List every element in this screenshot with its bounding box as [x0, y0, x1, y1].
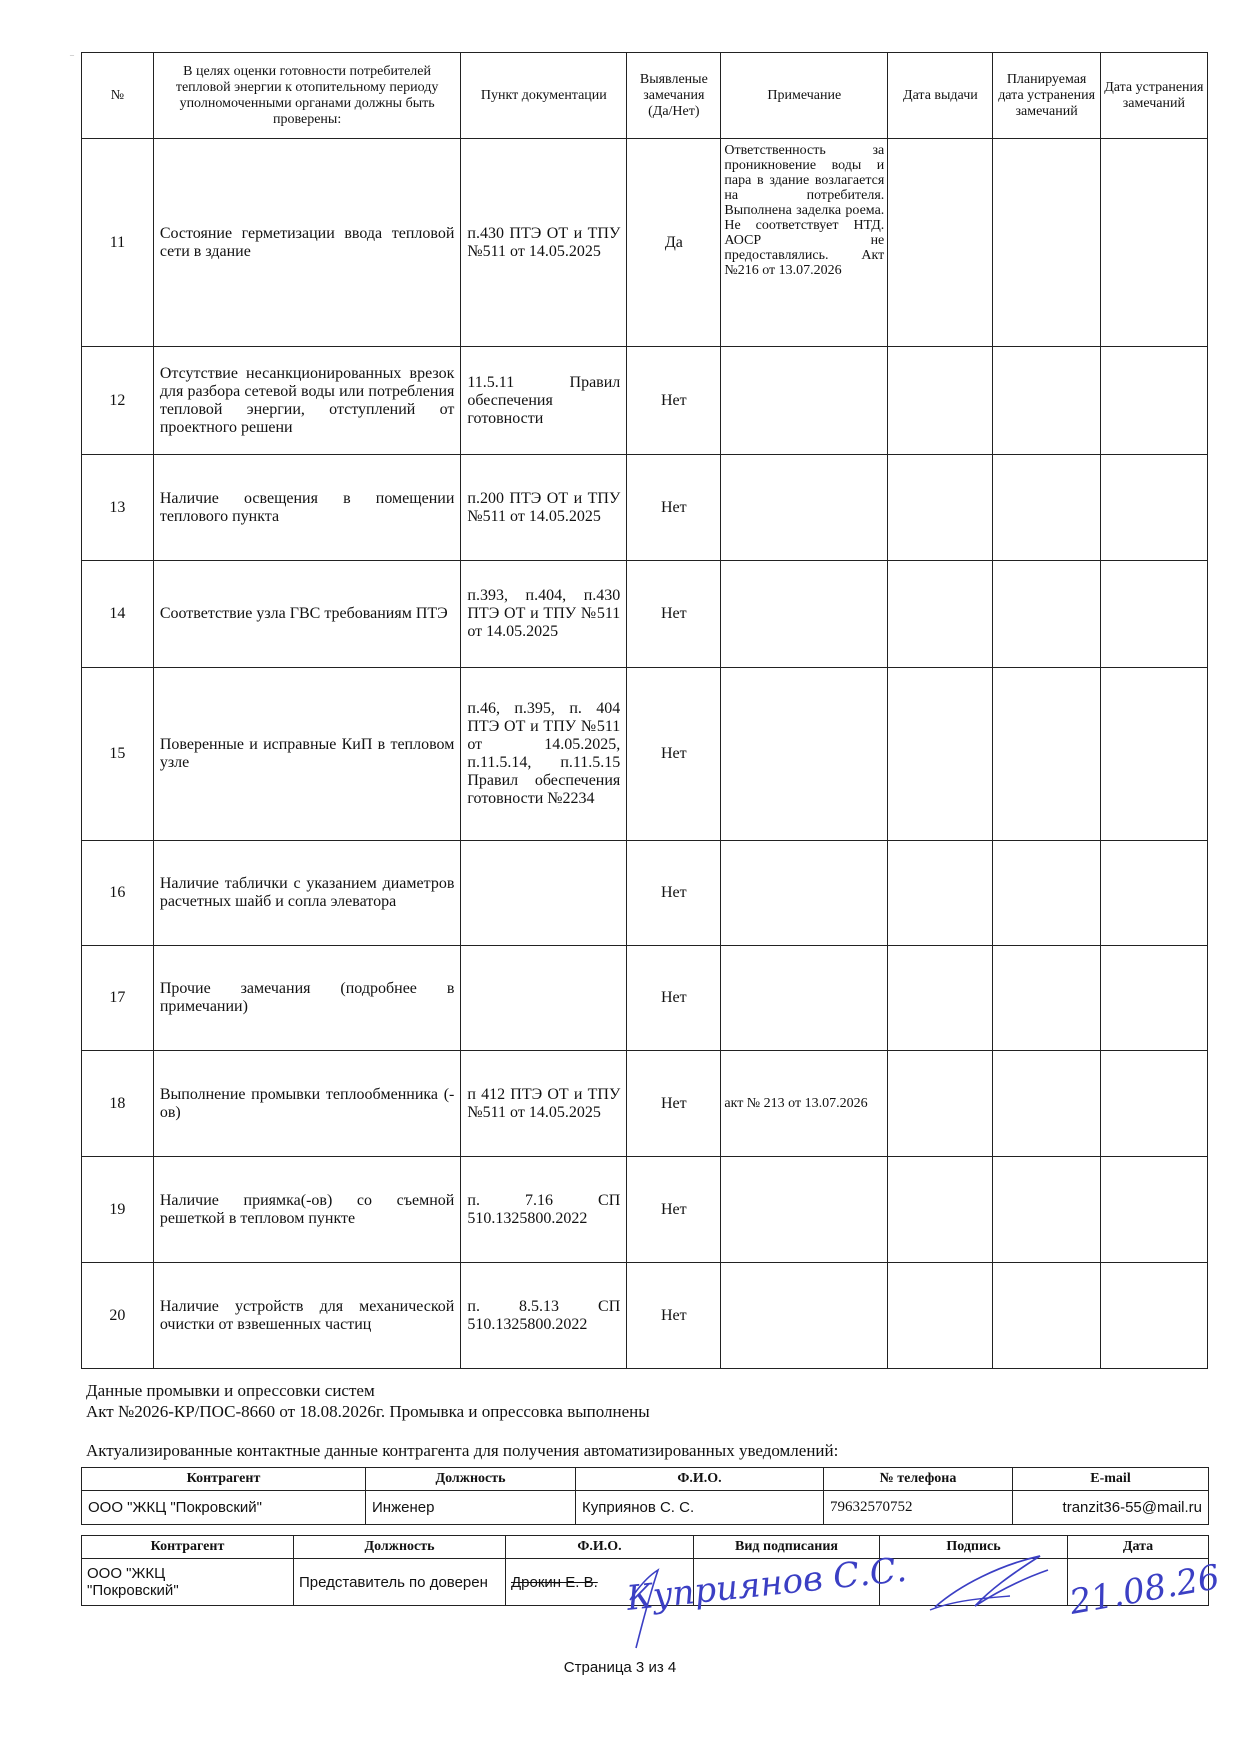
row-found: Нет [627, 668, 721, 841]
header-fixed-date: Дата устранения замечаний [1100, 53, 1207, 139]
row-number: 17 [82, 946, 154, 1051]
signing-header-position: Должность [294, 1536, 506, 1559]
contacts-fio: Куприянов С. С. [576, 1491, 824, 1525]
row-fixed-date [1100, 946, 1207, 1051]
contacts-row [82, 1491, 1209, 1525]
row-doc: п. 7.16 СП 510.1325800.2022 [461, 1157, 627, 1263]
signing-header-fio: Ф.И.О. [506, 1536, 694, 1559]
row-planned-date [993, 561, 1100, 668]
signing-row [82, 1559, 1209, 1606]
contacts-header-position: Должность [366, 1468, 576, 1491]
signing-header-signature: Подпись [880, 1536, 1068, 1559]
contacts-table [81, 1467, 1209, 1525]
signing-table [81, 1535, 1209, 1606]
row-planned-date [993, 1157, 1100, 1263]
row-issue-date [888, 561, 993, 668]
signing-date [1068, 1559, 1209, 1606]
row-found: Нет [627, 347, 721, 455]
signing-position: Представитель по доверен [294, 1559, 506, 1606]
row-found: Нет [627, 1263, 721, 1369]
row-note [721, 668, 888, 841]
table-row [82, 139, 1208, 347]
table-row [82, 561, 1208, 668]
contacts-header-row [82, 1468, 1209, 1491]
page-number: Страница 3 из 4 [563, 1659, 677, 1676]
table-row [82, 1263, 1208, 1369]
contacts-phone: 79632570752 [824, 1491, 1013, 1525]
row-doc: 11.5.11 Правил обеспечения готовности [461, 347, 627, 455]
row-requirement: Выполнение промывки теплообменника (-ов) [153, 1051, 461, 1157]
row-number: 13 [82, 455, 154, 561]
table-row [82, 1157, 1208, 1263]
row-doc: п. 8.5.13 СП 510.1325800.2022 [461, 1263, 627, 1369]
row-issue-date [888, 1157, 993, 1263]
flush-heading: Данные промывки и опрессовки систем [86, 1381, 375, 1400]
row-issue-date [888, 1263, 993, 1369]
row-doc: п.46, п.395, п. 404 ПТЭ ОТ и ТПУ №511 от 14.05.2025, п.11.5.14, п.11.5.15 Правил обеспечения готовности №2234 [461, 668, 627, 841]
row-requirement: Наличие таблички с указанием диаметров расчетных шайб и сопла элеватора [153, 841, 461, 946]
row-requirement: Наличие приямка(-ов) со съемной решеткой в тепловом пункте [153, 1157, 461, 1263]
row-note [721, 455, 888, 561]
row-issue-date [888, 347, 993, 455]
row-planned-date [993, 668, 1100, 841]
header-planned-date: Планируемая дата устранения замечаний [993, 53, 1100, 139]
row-planned-date [993, 139, 1100, 347]
scan-mark: – [70, 50, 74, 59]
row-doc: п.430 ПТЭ ОТ и ТПУ №511 от 14.05.2025 [461, 139, 627, 347]
header-note: Примечание [721, 53, 888, 139]
row-fixed-date [1100, 139, 1207, 347]
table-row [82, 347, 1208, 455]
signing-header-date: Дата [1068, 1536, 1209, 1559]
row-number: 15 [82, 668, 154, 841]
row-planned-date [993, 1263, 1100, 1369]
header-number: № [82, 53, 154, 139]
row-note [721, 946, 888, 1051]
row-fixed-date [1100, 455, 1207, 561]
row-found: Да [627, 139, 721, 347]
row-number: 11 [82, 139, 154, 347]
row-issue-date [888, 946, 993, 1051]
signing-header-row [82, 1536, 1209, 1559]
table-row [82, 455, 1208, 561]
handwritten-name: Куприянов С.С. [624, 1549, 909, 1619]
row-note [721, 1263, 888, 1369]
table-row [82, 668, 1208, 841]
contacts-position: Инженер [366, 1491, 576, 1525]
row-planned-date [993, 946, 1100, 1051]
row-doc [461, 946, 627, 1051]
row-number: 19 [82, 1157, 154, 1263]
row-number: 16 [82, 841, 154, 946]
signing-header-sign-type: Вид подписания [694, 1536, 880, 1559]
signing-counterparty [82, 1559, 294, 1606]
contacts-header-phone: № телефона [824, 1468, 1013, 1491]
row-number: 18 [82, 1051, 154, 1157]
row-doc [461, 841, 627, 946]
row-requirement: Поверенные и исправные КиП в тепловом узле [153, 668, 461, 841]
row-requirement: Наличие устройств для механической очистки от взвешенных частиц [153, 1263, 461, 1369]
row-fixed-date [1100, 1051, 1207, 1157]
row-planned-date [993, 1051, 1100, 1157]
header-requirement: В целях оценки готовности потребителей тепловой энергии к отопительному периоду уполномоченными органами должны быть проверены: [153, 53, 461, 139]
row-found: Нет [627, 1157, 721, 1263]
row-issue-date [888, 455, 993, 561]
row-planned-date [993, 347, 1100, 455]
row-found: Нет [627, 946, 721, 1051]
row-fixed-date [1100, 1263, 1207, 1369]
contacts-header-email: E-mail [1013, 1468, 1209, 1491]
row-issue-date [888, 1051, 993, 1157]
handwritten-date: 21.08.26 [1066, 1557, 1223, 1623]
signing-counterparty-line1: ООО "ЖКЦ [87, 1565, 166, 1582]
signing-header-counterparty: Контрагент [82, 1536, 294, 1559]
row-number: 12 [82, 347, 154, 455]
row-planned-date [993, 841, 1100, 946]
contacts-header-fio: Ф.И.О. [576, 1468, 824, 1491]
row-note: Ответственность за проникновение воды и пара в здание возлагается на потребителя. Выполнена заделка роема. Не соответствует НТД. АОСР не предоставлялись. Акт №216 от 13.07.2026 [721, 139, 888, 347]
row-doc: п 412 ПТЭ ОТ и ТПУ №511 от 14.05.2025 [461, 1051, 627, 1157]
header-doc: Пункт документации [461, 53, 627, 139]
table-row [82, 841, 1208, 946]
row-planned-date [993, 455, 1100, 561]
row-fixed-date [1100, 1157, 1207, 1263]
row-requirement: Отсутствие несанкционированных врезок для разбора сетевой воды или потребления тепловой энергии, отступлений от проектного решени [153, 347, 461, 455]
header-issue-date: Дата выдачи [888, 53, 993, 139]
row-note [721, 841, 888, 946]
contacts-counterparty: ООО "ЖКЦ "Покровский" [82, 1491, 366, 1525]
row-doc: п.393, п.404, п.430 ПТЭ ОТ и ТПУ №511 от 14.05.2025 [461, 561, 627, 668]
signing-signature [880, 1559, 1068, 1606]
row-note [721, 347, 888, 455]
flush-text: Акт №2026-КР/ПОС-8660 от 18.08.2026г. Промывка и опрессовка выполнены [86, 1402, 650, 1421]
row-found: Нет [627, 1051, 721, 1157]
row-found: Нет [627, 841, 721, 946]
row-issue-date [888, 139, 993, 347]
signing-fio: Дрокин Е. В. [506, 1559, 694, 1606]
row-issue-date [888, 668, 993, 841]
table-header-row [82, 53, 1208, 139]
table-row [82, 946, 1208, 1051]
checklist-table [81, 52, 1208, 1369]
row-fixed-date [1100, 561, 1207, 668]
row-fixed-date [1100, 347, 1207, 455]
signing-counterparty-line2: "Покровский" [87, 1582, 179, 1599]
contacts-header-counterparty: Контрагент [82, 1468, 366, 1491]
row-note [721, 1157, 888, 1263]
row-note [721, 561, 888, 668]
row-found: Нет [627, 455, 721, 561]
table-row [82, 1051, 1208, 1157]
row-requirement: Соответствие узла ГВС требованиям ПТЭ [153, 561, 461, 668]
row-number: 20 [82, 1263, 154, 1369]
row-requirement: Наличие освещения в помещении теплового пункта [153, 455, 461, 561]
row-requirement: Прочие замечания (подробнее в примечании) [153, 946, 461, 1051]
header-found: Выявленые замечания (Да/Нет) [627, 53, 721, 139]
contacts-heading: Актуализированные контактные данные контрагента для получения автоматизированных уведомлений: [86, 1441, 839, 1460]
row-doc: п.200 ПТЭ ОТ и ТПУ №511 от 14.05.2025 [461, 455, 627, 561]
row-requirement: Состояние герметизации ввода тепловой сети в здание [153, 139, 461, 347]
row-fixed-date [1100, 841, 1207, 946]
row-number: 14 [82, 561, 154, 668]
row-fixed-date [1100, 668, 1207, 841]
signing-sign-type [694, 1559, 880, 1606]
contacts-email: tranzit36-55@mail.ru [1013, 1491, 1209, 1525]
row-issue-date [888, 841, 993, 946]
row-note: акт № 213 от 13.07.2026 [721, 1051, 888, 1157]
row-found: Нет [627, 561, 721, 668]
